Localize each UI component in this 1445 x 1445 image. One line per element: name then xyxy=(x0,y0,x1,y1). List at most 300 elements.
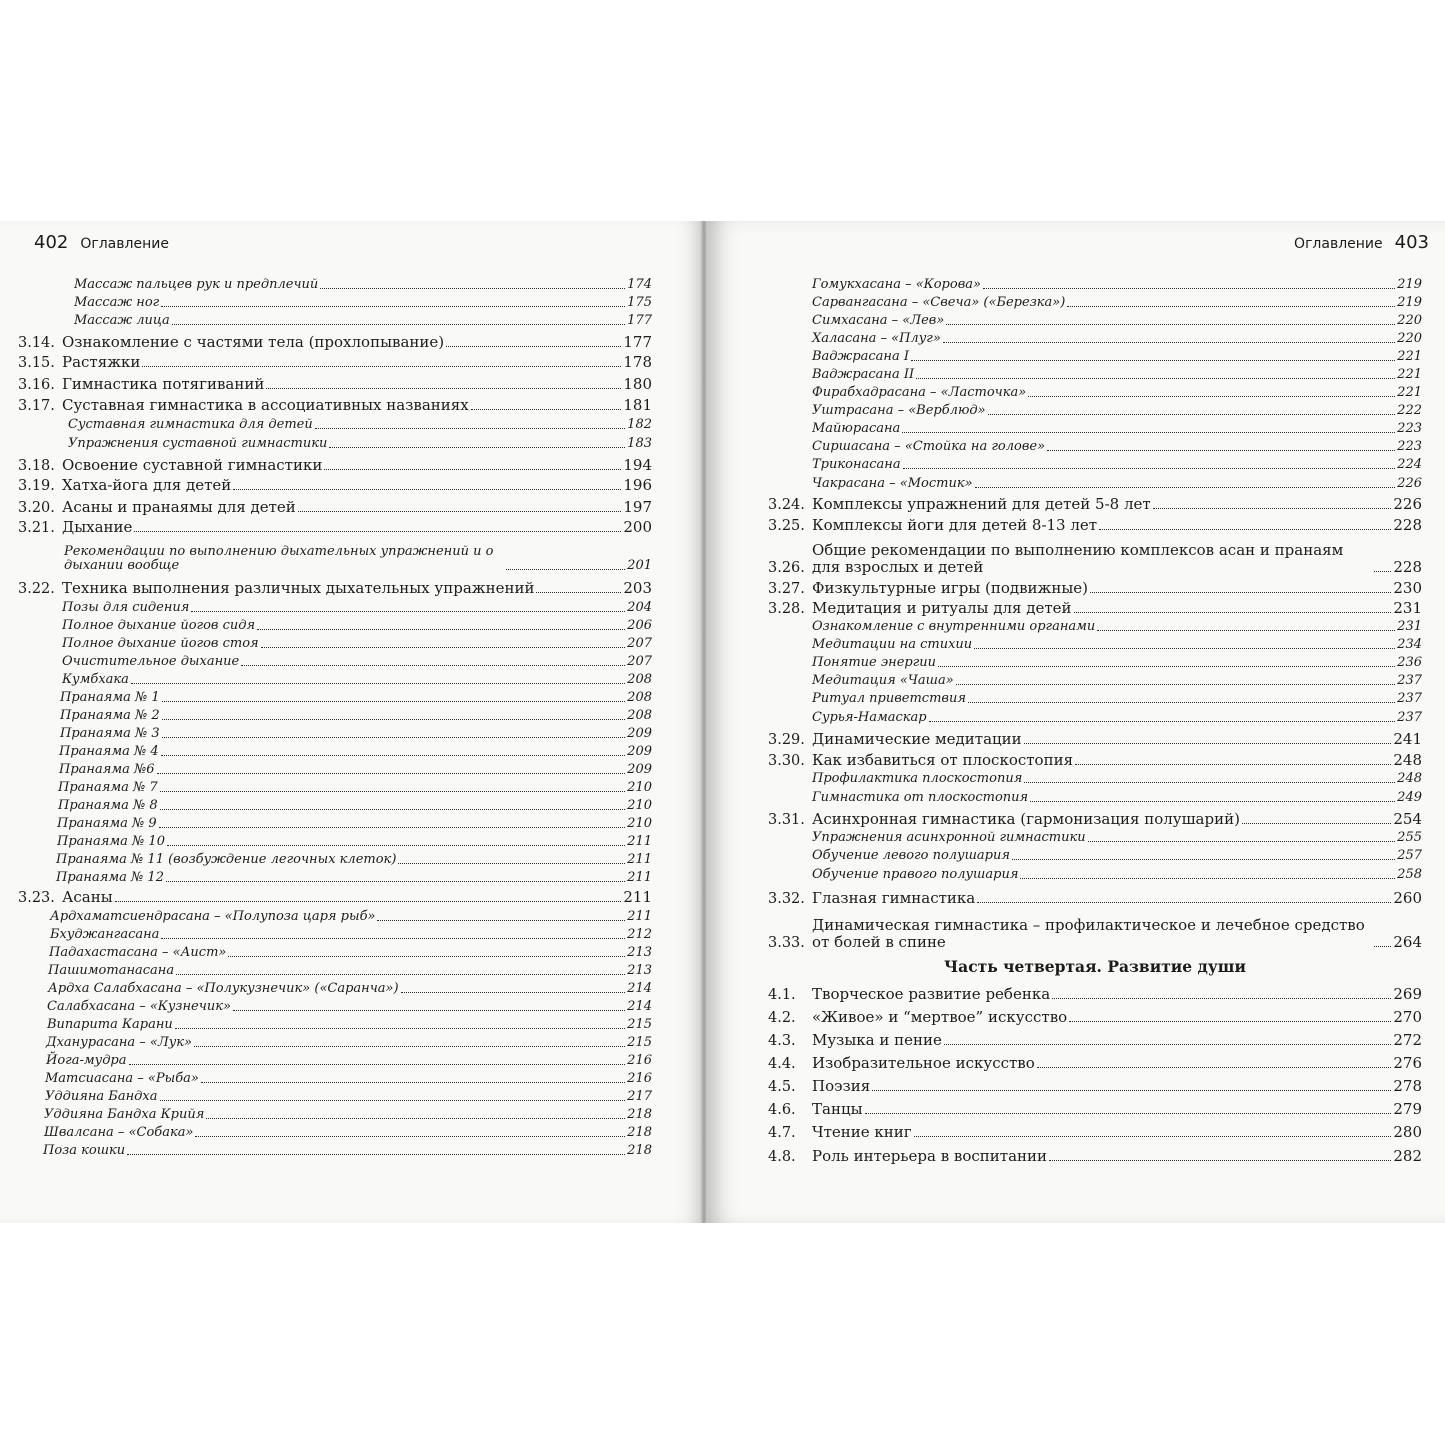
entry-page-number: 207 xyxy=(627,654,652,670)
dot-leader xyxy=(865,1113,1392,1114)
entry-number: 4.2. xyxy=(768,1009,796,1026)
entry-page-number: 209 xyxy=(627,744,652,760)
toc-subsection-entry xyxy=(768,419,1422,437)
dot-leader xyxy=(266,388,621,389)
dot-leader xyxy=(195,1136,625,1137)
entry-page-number: 174 xyxy=(627,277,652,293)
entry-page-number: 230 xyxy=(1393,579,1422,598)
dot-leader xyxy=(233,1010,625,1011)
entry-page-number: 223 xyxy=(1397,421,1422,437)
dot-leader xyxy=(983,288,1395,289)
toc-subsection-entry xyxy=(768,653,1422,671)
toc-subsection-entry xyxy=(18,1069,652,1087)
toc-subsection-entry xyxy=(18,997,652,1015)
entry-page-number: 177 xyxy=(623,333,652,352)
entry-number: 3.22. xyxy=(18,580,55,597)
entry-page-number: 207 xyxy=(627,636,652,652)
toc-section-entry xyxy=(18,494,652,516)
dot-leader xyxy=(320,288,625,289)
toc-section-entry xyxy=(768,576,1422,597)
toc-section-entry xyxy=(768,513,1422,534)
dot-leader xyxy=(1069,1021,1391,1022)
toc-subsection-entry xyxy=(768,365,1422,383)
entry-page-number: 221 xyxy=(1397,367,1422,383)
entry-title: Медитация «Чаша» xyxy=(812,673,954,689)
entry-page-number: 208 xyxy=(627,708,652,724)
entry-title: Медитация и ритуалы для детей xyxy=(812,599,1072,618)
entry-title: Медитации на стихии xyxy=(812,637,973,653)
toc-section-part-four xyxy=(768,980,1422,1165)
entry-title: Дханурасана – «Лук» xyxy=(46,1035,192,1051)
entry-title: Асаны и пранаямы для детей xyxy=(62,498,296,517)
dot-leader xyxy=(974,648,1395,649)
toc-subsection-entry xyxy=(18,1051,652,1069)
entry-page-number: 217 xyxy=(627,1089,652,1105)
entry-title: Упражнения суставной гимнастики xyxy=(68,436,328,452)
right-page xyxy=(704,221,1445,1223)
page-number: 403 xyxy=(1394,232,1429,253)
entry-title: Профилактика плоскостопия xyxy=(812,771,1023,787)
entry-page-number: 221 xyxy=(1397,349,1422,365)
toc-section-entry xyxy=(768,726,1422,748)
dot-leader xyxy=(944,1044,1391,1045)
dot-leader xyxy=(161,938,625,939)
entry-page-number: 249 xyxy=(1397,790,1422,806)
entry-title: Фирабхадрасана – «Ласточка» xyxy=(812,385,1027,401)
entry-number: 3.18. xyxy=(18,457,55,474)
entry-title: Дыхание xyxy=(62,518,133,537)
entry-page-number: 210 xyxy=(627,780,652,796)
entry-title: Сурья-Намаскар xyxy=(812,710,927,726)
dot-leader xyxy=(176,974,625,975)
dot-leader xyxy=(127,1154,625,1155)
entry-title: Растяжки xyxy=(62,353,141,372)
entry-title: Пранаяма № 8 xyxy=(58,798,158,814)
dot-leader xyxy=(324,469,621,470)
entry-number: 3.31. xyxy=(768,811,805,828)
entry-title: Пашимотанасана xyxy=(48,963,175,979)
dot-leader xyxy=(377,920,625,921)
dot-leader xyxy=(161,755,625,756)
toc-section-entry xyxy=(768,1118,1422,1141)
toc-section-entry xyxy=(18,351,652,371)
dot-leader xyxy=(916,378,1395,379)
entry-page-number: 215 xyxy=(627,1017,652,1033)
entry-title: Физкультурные игры (подвижные) xyxy=(812,579,1089,598)
entry-number: 4.7. xyxy=(768,1124,796,1141)
toc-subsection-entry xyxy=(18,850,652,868)
entry-page-number: 264 xyxy=(1393,933,1422,952)
dot-leader xyxy=(134,531,621,532)
entry-title: Упражнения асинхронной гимнастики xyxy=(812,830,1086,846)
entry-title: Пранаяма № 2 xyxy=(60,708,160,724)
dot-leader xyxy=(129,1064,626,1065)
dot-leader xyxy=(902,432,1395,433)
right-page-header xyxy=(1294,232,1429,256)
entry-page-number: 208 xyxy=(627,672,652,688)
entry-page-number: 214 xyxy=(627,999,652,1015)
entry-number: 4.4. xyxy=(768,1055,796,1072)
dot-leader xyxy=(938,666,1395,667)
toc-subsection-entry xyxy=(18,652,652,670)
toc-section-entry xyxy=(768,1003,1422,1026)
entry-page-number: 213 xyxy=(627,963,652,979)
toc-subsection-entry xyxy=(18,943,652,961)
entry-number: 3.28. xyxy=(768,600,805,617)
entry-page-number: 279 xyxy=(1393,1100,1422,1119)
toc-subsection-entry xyxy=(768,707,1422,726)
entry-page-number: 228 xyxy=(1393,558,1422,577)
entry-page-number: 181 xyxy=(623,396,652,415)
entry-page-number: 278 xyxy=(1393,1077,1422,1096)
book-gutter xyxy=(700,221,708,1223)
dot-leader xyxy=(298,511,622,512)
left-page xyxy=(0,221,704,1223)
toc-subsection-entry xyxy=(768,473,1422,492)
page-number: 402 xyxy=(34,232,69,253)
entry-page-number: 211 xyxy=(627,834,652,850)
dot-leader xyxy=(315,428,625,429)
toc-subsection-entry xyxy=(768,617,1422,635)
entry-title: Йога-мудра xyxy=(46,1053,127,1069)
toc-subsection-entry xyxy=(768,864,1422,883)
toc-subsection-entry xyxy=(768,671,1422,689)
entry-title: Уштрасана – «Верблюд» xyxy=(812,403,986,419)
entry-page-number: 269 xyxy=(1393,985,1422,1004)
dot-leader xyxy=(131,683,625,684)
entry-page-number: 248 xyxy=(1393,751,1422,770)
entry-title: Суставная гимнастика для детей xyxy=(68,417,313,433)
entry-page-number: 203 xyxy=(623,579,652,598)
dot-leader xyxy=(911,360,1395,361)
toc-section-entry xyxy=(768,1095,1422,1118)
dot-leader xyxy=(1049,1160,1391,1161)
part-title: Часть четвертая. Развитие души xyxy=(944,957,1246,976)
toc-section-entry xyxy=(18,474,652,494)
entry-title: Суставная гимнастика в ассоциативных названиях xyxy=(62,396,469,415)
dot-leader xyxy=(1242,823,1391,824)
dot-leader xyxy=(903,468,1396,469)
dot-leader xyxy=(1097,630,1395,631)
toc-subsection-entry xyxy=(768,769,1422,787)
entry-page-number: 260 xyxy=(1393,889,1422,908)
entry-title: Ознакомление с частями тела (прохлопывание) xyxy=(62,333,445,352)
entry-title: Асаны xyxy=(62,888,113,907)
entry-title: Роль интерьера в воспитании xyxy=(812,1147,1048,1166)
dot-leader xyxy=(162,701,625,702)
entry-page-number: 216 xyxy=(627,1053,652,1069)
entry-title: Пранаяма № 4 xyxy=(59,744,159,760)
toc-subsection-entry xyxy=(18,311,652,329)
dot-leader xyxy=(1012,859,1395,860)
entry-title: Гимнастика от плоскостопия xyxy=(812,790,1029,806)
entry-title: Поза кошки xyxy=(43,1143,126,1159)
entry-page-number: 208 xyxy=(627,690,652,706)
entry-title: Ритуал приветствия xyxy=(812,691,966,707)
entry-page-number: 204 xyxy=(627,600,652,616)
dot-leader xyxy=(162,737,625,738)
toc-section-entry xyxy=(18,371,652,393)
entry-title: Триконасана xyxy=(812,457,901,473)
entry-title: Обучение правого полушария xyxy=(812,867,1019,883)
dot-leader xyxy=(977,902,1391,903)
entry-title: Випарита Карани xyxy=(47,1017,173,1033)
dot-leader xyxy=(161,306,625,307)
toc-section-entry xyxy=(18,329,652,351)
entry-page-number: 214 xyxy=(627,981,652,997)
entry-number: 3.26. xyxy=(768,559,805,576)
entry-title: Пранаяма № 3 xyxy=(60,726,160,742)
dot-leader xyxy=(1075,764,1391,765)
entry-page-number: 226 xyxy=(1393,495,1422,514)
entry-title: Рекомендации по выполнению дыхательных упражнений и о дыхании вообще xyxy=(64,543,494,574)
dot-leader xyxy=(968,702,1395,703)
entry-page-number: 258 xyxy=(1397,867,1422,883)
toc-subsection-entry xyxy=(18,634,652,652)
entry-page-number: 218 xyxy=(627,1125,652,1141)
dot-leader xyxy=(166,881,625,882)
dot-leader xyxy=(241,665,625,666)
entry-page-number: 209 xyxy=(627,726,652,742)
toc-subsection-entry xyxy=(768,347,1422,365)
toc-section-entry xyxy=(18,886,652,906)
entry-page-number: 254 xyxy=(1393,810,1422,829)
toc-section-entry xyxy=(18,574,652,597)
dot-leader xyxy=(1037,1067,1392,1068)
dot-leader xyxy=(929,721,1396,722)
dot-leader xyxy=(160,791,625,792)
toc-subsection-entry xyxy=(18,414,652,433)
entry-title: Изобразительное искусство xyxy=(812,1054,1035,1073)
entry-page-number: 211 xyxy=(627,852,652,868)
entry-title: Сиршасана – «Стойка на голове» xyxy=(812,439,1046,455)
entry-title: Ардхаматсиендрасана – «Полупоза царя рыб» xyxy=(50,909,376,925)
dot-leader xyxy=(536,592,621,593)
entry-title: Динамическая гимнастика – профилактическое и лечебное средство от болей в спине xyxy=(812,916,1365,952)
entry-title: Техника выполнения различных дыхательных упражнений xyxy=(62,579,535,598)
entry-number: 4.1. xyxy=(768,986,796,1003)
dot-leader xyxy=(257,629,625,630)
dot-leader xyxy=(1052,998,1391,999)
entry-title: Уддияна Бандха Крийя xyxy=(44,1107,205,1123)
toc-section-entry xyxy=(768,748,1422,769)
entry-title: Общие рекомендации по выполнению комплексов асан и пранаям для взрослых и детей xyxy=(812,541,1344,577)
entry-title: Полное дыхание йогов стоя xyxy=(62,636,259,652)
entry-title: Массаж ног xyxy=(74,295,160,311)
entry-page-number: 237 xyxy=(1397,691,1422,707)
entry-page-number: 282 xyxy=(1393,1147,1422,1166)
dot-leader xyxy=(1088,841,1396,842)
toc-subsection-entry xyxy=(18,597,652,616)
entry-page-number: 219 xyxy=(1397,277,1422,293)
entry-page-number: 196 xyxy=(623,476,652,495)
entry-page-number: 209 xyxy=(627,762,652,778)
entry-number: 3.30. xyxy=(768,752,805,769)
entry-number: 3.32. xyxy=(768,890,805,907)
toc-subsection-entry xyxy=(18,832,652,850)
entry-page-number: 270 xyxy=(1393,1008,1422,1027)
entry-title: Полное дыхание йогов сидя xyxy=(62,618,256,634)
entry-page-number: 231 xyxy=(1393,599,1422,618)
dot-leader xyxy=(943,342,1395,343)
toc-subsection-entry xyxy=(18,670,652,688)
entry-number: 3.17. xyxy=(18,397,55,414)
entry-title: Комплексы йоги для детей 8-13 лет xyxy=(812,516,1098,535)
dot-leader xyxy=(471,409,622,410)
dot-leader xyxy=(1030,801,1395,802)
entry-page-number: 220 xyxy=(1397,331,1422,347)
toc-subsection-entry xyxy=(18,742,652,760)
dot-leader xyxy=(142,366,621,367)
toc-subsection-entry xyxy=(18,536,652,574)
entry-title: Массаж пальцев рук и предплечий xyxy=(74,277,319,293)
entry-title: Ваджрасана I xyxy=(812,349,910,365)
toc-section-part-three xyxy=(768,274,1422,951)
entry-number: 3.23. xyxy=(18,889,55,906)
dot-leader xyxy=(872,1090,1391,1091)
table-of-contents-left xyxy=(18,274,652,1159)
entry-page-number: 231 xyxy=(1397,619,1422,635)
left-page-header xyxy=(34,232,169,256)
dot-leader xyxy=(261,647,626,648)
toc-subsection-entry xyxy=(18,688,652,706)
entry-page-number: 180 xyxy=(623,375,652,394)
entry-title: Кумбхака xyxy=(62,672,129,688)
dot-leader xyxy=(1153,508,1392,509)
toc-subsection-entry xyxy=(768,455,1422,473)
entry-title: Чакрасана – «Мостик» xyxy=(812,476,973,492)
dot-leader xyxy=(1067,306,1395,307)
toc-subsection-entry xyxy=(18,979,652,997)
dot-leader xyxy=(1074,612,1392,613)
entry-title: Хатха-йога для детей xyxy=(62,476,232,495)
dot-leader xyxy=(157,773,626,774)
dot-leader xyxy=(175,1028,625,1029)
dot-leader xyxy=(1028,396,1395,397)
entry-number: 4.6. xyxy=(768,1101,796,1118)
entry-page-number: 211 xyxy=(627,909,652,925)
entry-title: Пранаяма № 12 xyxy=(56,870,164,886)
dot-leader xyxy=(194,1046,625,1047)
dot-leader xyxy=(329,447,625,448)
dot-leader xyxy=(1374,571,1391,572)
toc-subsection-entry xyxy=(768,274,1422,293)
toc-subsection-entry xyxy=(18,1141,652,1159)
entry-page-number: 182 xyxy=(627,417,652,433)
toc-section-entry xyxy=(18,393,652,414)
entry-title: Пранаяма № 10 xyxy=(57,834,165,850)
toc-subsection-entry xyxy=(768,437,1422,455)
table-of-contents-right xyxy=(768,274,1422,1165)
entry-title: Комплексы упражнений для детей 5-8 лет xyxy=(812,495,1151,514)
entry-title: Пранаяма № 7 xyxy=(58,780,158,796)
toc-section-entry xyxy=(768,806,1422,828)
dot-leader xyxy=(946,324,1395,325)
entry-title: Салабхасана – «Кузнечик» xyxy=(47,999,231,1015)
entry-number: 4.5. xyxy=(768,1078,796,1095)
book-spread xyxy=(0,221,1445,1223)
toc-subsection-entry xyxy=(18,724,652,742)
toc-subsection-entry xyxy=(18,293,652,311)
toc-section-entry xyxy=(768,980,1422,1003)
toc-subsection-entry xyxy=(18,925,652,943)
dot-leader xyxy=(172,324,625,325)
dot-leader xyxy=(167,845,625,846)
dot-leader xyxy=(160,809,625,810)
dot-leader xyxy=(159,827,625,828)
entry-number: 3.29. xyxy=(768,731,805,748)
entry-number: 3.24. xyxy=(768,496,805,513)
toc-subsection-entry xyxy=(18,906,652,925)
entry-page-number: 222 xyxy=(1397,403,1422,419)
entry-page-number: 221 xyxy=(1397,385,1422,401)
entry-page-number: 213 xyxy=(627,945,652,961)
toc-subsection-entry xyxy=(768,846,1422,864)
entry-title: Динамические медитации xyxy=(812,730,1022,749)
entry-number: 3.27. xyxy=(768,580,805,597)
entry-page-number: 248 xyxy=(1397,771,1422,787)
entry-page-number: 272 xyxy=(1393,1031,1422,1050)
entry-page-number: 201 xyxy=(627,558,652,574)
dot-leader xyxy=(1024,743,1392,744)
toc-section-entry xyxy=(18,516,652,536)
toc-subsection-entry xyxy=(18,433,652,452)
dot-leader xyxy=(988,414,1396,415)
entry-title: Освоение суставной гимнастики xyxy=(62,456,323,475)
entry-title: «Живое» и “мертвое” искусство xyxy=(812,1008,1068,1027)
entry-number: 4.8. xyxy=(768,1148,796,1165)
entry-page-number: 218 xyxy=(627,1143,652,1159)
toc-section-entry xyxy=(768,597,1422,617)
entry-page-number: 206 xyxy=(627,618,652,634)
toc-subsection-entry xyxy=(18,778,652,796)
entry-title: Ваджрасана II xyxy=(812,367,915,383)
toc-subsection-entry xyxy=(18,868,652,886)
dot-leader xyxy=(206,1118,625,1119)
entry-title: Халасана – «Плуг» xyxy=(812,331,941,347)
entry-page-number: 255 xyxy=(1397,830,1422,846)
entry-number: 3.25. xyxy=(768,517,805,534)
toc-subsection-entry xyxy=(768,401,1422,419)
entry-page-number: 183 xyxy=(627,436,652,452)
entry-page-number: 220 xyxy=(1397,313,1422,329)
entry-page-number: 257 xyxy=(1397,848,1422,864)
toc-section-entry xyxy=(768,1049,1422,1072)
entry-title: Матсиасана – «Рыба» xyxy=(45,1071,199,1087)
entry-page-number: 211 xyxy=(623,888,652,907)
entry-number: 3.19. xyxy=(18,477,55,494)
entry-page-number: 280 xyxy=(1393,1123,1422,1142)
entry-title: Массаж лица xyxy=(74,313,170,329)
entry-title: Уддияна Бандха xyxy=(45,1089,158,1105)
toc-section-entry xyxy=(768,907,1422,951)
entry-title: Как избавиться от плоскостопия xyxy=(812,751,1074,770)
dot-leader xyxy=(1024,782,1395,783)
entry-title: Чтение книг xyxy=(812,1123,912,1142)
dot-leader xyxy=(506,569,625,570)
entry-page-number: 218 xyxy=(627,1107,652,1123)
entry-page-number: 236 xyxy=(1397,655,1422,671)
entry-title: Позы для сидения xyxy=(62,600,190,616)
entry-title: Майюрасана xyxy=(812,421,901,437)
toc-section-entry xyxy=(768,534,1422,576)
dot-leader xyxy=(401,992,626,993)
dot-leader xyxy=(233,489,621,490)
dot-leader xyxy=(1090,592,1391,593)
entry-page-number: 210 xyxy=(627,816,652,832)
entry-number: 3.14. xyxy=(18,334,55,351)
entry-title: Пранаяма № 1 xyxy=(60,690,160,706)
